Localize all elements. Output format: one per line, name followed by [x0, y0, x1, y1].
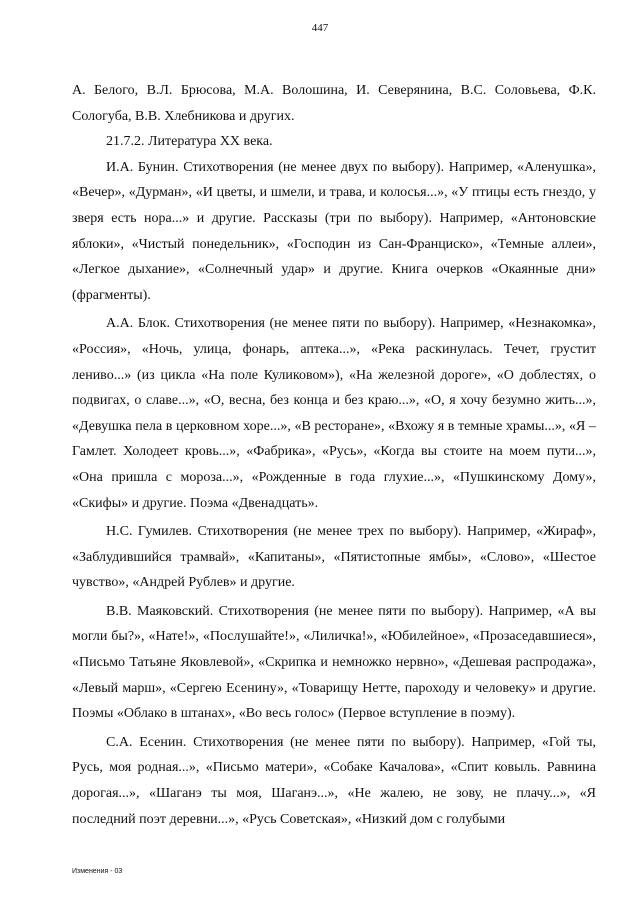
document-body [72, 78, 596, 832]
paragraph-gumilev: Н.С. Гумилев. Стихотворения (не менее трех по выбору). Например, «Жираф», «Заблудившийся трамвай», «Капитаны», «Пятистопные ямбы», «Слово», «Шестое чувство», «Андрей Рублев» и другие. [72, 524, 596, 591]
page-number: 447 [311, 22, 329, 34]
paragraph-bunin: И.А. Бунин. Стихотворения (не менее двух по выбору). Например, «Аленушка», «Вечер», «Дурман», «И цветы, и шмели, и трава, и колосья...», «У птицы есть гнездо, у зверя есть нора...» и другие. Рассказы (три по выбору). Например, «Антоновские яблоки», «Чистый понедельник», «Господин из Сан-Франциско», «Темные аллеи», «Легкое дыхание», «Солнечный удар» и другие. Книга очерков «Окаянные дни» (фрагменты). [72, 159, 596, 303]
paragraph-esenin: С.А. Есенин. Стихотворения (не менее пяти по выбору). Например, «Гой ты, Русь, моя родная...», «Письмо матери», «Собаке Качалова», «Спит ковыль. Равнина дорогая...», «Шаганэ ты моя, Шаганэ...», «Не жалею, не зову, не плачу...», «Я последний поэт деревни...», «Русь Советская», «Низкий дом с голубыми [72, 734, 596, 827]
paragraph-mayakovsky: В.В. Маяковский. Стихотворения (не менее пяти по выбору). Например, «А вы могли бы?», «Нате!», «Послушайте!», «Лиличка!», «Юбилейное», «Прозаседавшиеся», «Письмо Татьяне Яковлевой», «Скрипка и немножко нервно», «Дешевая распродажа», «Левый марш», «Сергею Есенину», «Товарищу Нетте, пароходу и человеку» и другие. Поэмы «Облако в штанах», «Во весь голос» (Первое вступление в поэму). [72, 603, 596, 722]
footer-revision-note: Изменения - 03 [72, 868, 123, 875]
paragraph-blok: А.А. Блок. Стихотворения (не менее пяти по выбору). Например, «Незнакомка», «Россия», «Ночь, улица, фонарь, аптека...», «Река раскинулась. Течет, грустит лениво...» (из цикла «На поле Куликовом»), «На железной дороге», «О доблестях, о подвигах, о славе...», «О, весна, без конца и без краю...», «О, я хочу безумно жить...», «Девушка пела в церковном хоре...», «В ресторане», «Вхожу я в темные храмы...», «Я – Гамлет. Холодеет кровь...», «Фабрика», «Русь», «Когда вы стоите на моем пути...», «Она пришла с мороза...», «Рожденные в года глухие...», «Пушкинскому Дому», «Скифы» и другие. Поэма «Двенадцать». [72, 316, 596, 511]
section-heading-xx-century: 21.7.2. Литература XX века. [106, 134, 273, 150]
paragraph-symbolists-continued: А. Белого, В.Л. Брюсова, М.А. Волошина, И. Северянина, В.С. Соловьева, Ф.К. Сологуба, В.В. Хлебникова и других. [72, 83, 596, 124]
